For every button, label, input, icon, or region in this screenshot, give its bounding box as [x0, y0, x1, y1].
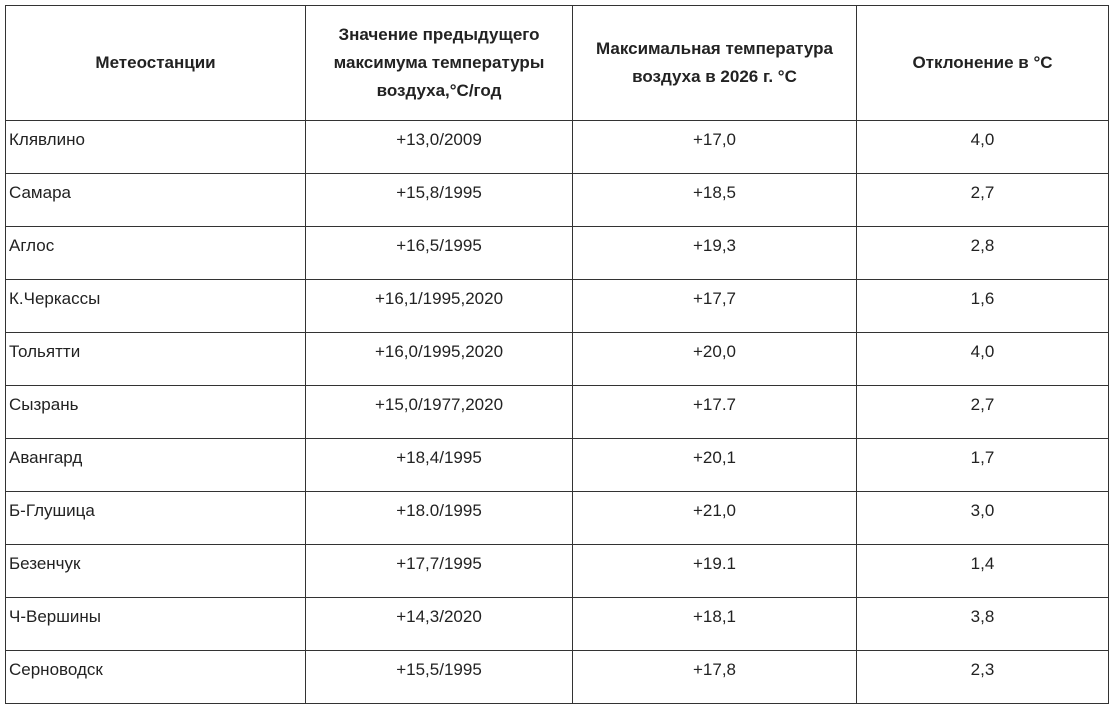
max-temperature-2026: +17.7	[573, 386, 857, 439]
station-name: Тольятти	[6, 333, 306, 386]
deviation: 4,0	[857, 121, 1109, 174]
deviation: 2,7	[857, 174, 1109, 227]
table-row	[6, 492, 1109, 545]
table-row	[6, 598, 1109, 651]
max-temperature-2026: +18,1	[573, 598, 857, 651]
station-name: Сызрань	[6, 386, 306, 439]
header-deviation: Отклонение в °С	[857, 6, 1109, 121]
station-name: Серноводск	[6, 651, 306, 704]
table-row	[6, 651, 1109, 704]
station-name: Самара	[6, 174, 306, 227]
deviation: 3,0	[857, 492, 1109, 545]
previous-maximum: +17,7/1995	[306, 545, 573, 598]
deviation: 1,6	[857, 280, 1109, 333]
station-name: Б-Глушица	[6, 492, 306, 545]
header-max-temperature-2026: Максимальная температура воздуха в 2026 г. °С	[573, 6, 857, 121]
table-row	[6, 545, 1109, 598]
table-body	[6, 121, 1109, 704]
header-previous-maximum: Значение предыдущего максимума температуры воздуха,°С/год	[306, 6, 573, 121]
station-name: Аглос	[6, 227, 306, 280]
deviation: 1,7	[857, 439, 1109, 492]
deviation: 2,3	[857, 651, 1109, 704]
table-row	[6, 386, 1109, 439]
deviation: 1,4	[857, 545, 1109, 598]
deviation: 2,7	[857, 386, 1109, 439]
station-name: Безенчук	[6, 545, 306, 598]
max-temperature-2026: +17,8	[573, 651, 857, 704]
previous-maximum: +18,4/1995	[306, 439, 573, 492]
deviation: 2,8	[857, 227, 1109, 280]
station-name: Клявлино	[6, 121, 306, 174]
temperature-table	[5, 5, 1109, 704]
station-name: Ч-Вершины	[6, 598, 306, 651]
deviation: 3,8	[857, 598, 1109, 651]
table-row	[6, 121, 1109, 174]
station-name: К.Черкассы	[6, 280, 306, 333]
previous-maximum: +16,5/1995	[306, 227, 573, 280]
previous-maximum: +16,0/1995,2020	[306, 333, 573, 386]
max-temperature-2026: +20,1	[573, 439, 857, 492]
header-stations: Метеостанции	[6, 6, 306, 121]
previous-maximum: +16,1/1995,2020	[306, 280, 573, 333]
table-row	[6, 280, 1109, 333]
previous-maximum: +13,0/2009	[306, 121, 573, 174]
deviation: 4,0	[857, 333, 1109, 386]
station-name: Авангард	[6, 439, 306, 492]
table-row	[6, 333, 1109, 386]
table-row	[6, 439, 1109, 492]
max-temperature-2026: +17,7	[573, 280, 857, 333]
previous-maximum: +15,0/1977,2020	[306, 386, 573, 439]
previous-maximum: +14,3/2020	[306, 598, 573, 651]
previous-maximum: +15,8/1995	[306, 174, 573, 227]
table-row	[6, 227, 1109, 280]
max-temperature-2026: +17,0	[573, 121, 857, 174]
table-row	[6, 174, 1109, 227]
max-temperature-2026: +19.1	[573, 545, 857, 598]
max-temperature-2026: +20,0	[573, 333, 857, 386]
previous-maximum: +18.0/1995	[306, 492, 573, 545]
previous-maximum: +15,5/1995	[306, 651, 573, 704]
max-temperature-2026: +18,5	[573, 174, 857, 227]
max-temperature-2026: +21,0	[573, 492, 857, 545]
table-header	[6, 6, 1109, 121]
header-row	[6, 6, 1109, 121]
max-temperature-2026: +19,3	[573, 227, 857, 280]
